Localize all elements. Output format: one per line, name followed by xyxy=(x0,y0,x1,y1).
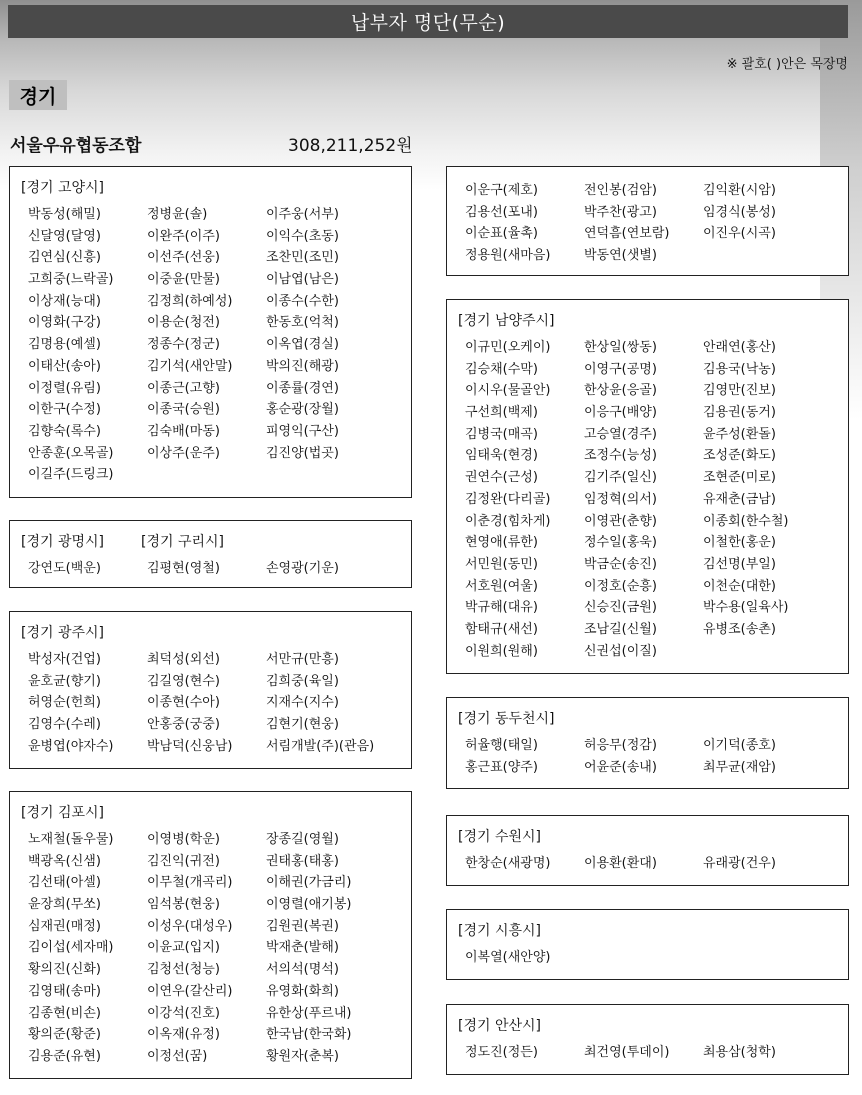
member-name: 정종수(정군) xyxy=(147,337,220,353)
member-name: 김영태(송마) xyxy=(28,983,101,999)
member-name: 이정호(순흥) xyxy=(584,578,657,594)
member-name: 연덕흠(연보람) xyxy=(584,226,670,242)
member-name: 이천순(대한) xyxy=(703,578,776,594)
member-name: 박동연(샛별) xyxy=(584,248,657,264)
member-name: 고승열(경주) xyxy=(584,426,657,442)
member-name: 서호원(여울) xyxy=(465,578,538,594)
name-list xyxy=(465,852,842,874)
member-name: 조현준(미로) xyxy=(703,470,776,486)
member-name: 이중윤(만물) xyxy=(147,272,220,288)
member-name: 이순표(율촉) xyxy=(465,226,538,242)
member-name: 신달영(달영) xyxy=(28,228,101,244)
member-name: 황의준(황준) xyxy=(28,1027,101,1043)
member-name: 김선명(부일) xyxy=(703,556,776,572)
member-name: 김용국(낙농) xyxy=(703,361,776,377)
member-name: 김향숙(록수) xyxy=(28,423,101,439)
member-name: 황원자(춘복) xyxy=(266,1048,339,1064)
member-name: 김숙배(마동) xyxy=(147,423,220,439)
member-name: 지재수(지수) xyxy=(266,695,339,711)
member-name: 김영수(수레) xyxy=(28,717,101,733)
member-name: 이선주(선웅) xyxy=(147,250,220,266)
box-header: [경기 광주시] xyxy=(21,625,104,641)
member-name: 최덕성(외선) xyxy=(147,652,220,667)
member-name: 이원희(원해) xyxy=(465,643,538,659)
siheung-box xyxy=(446,909,849,980)
member-name: 이운구(제호) xyxy=(465,183,538,198)
member-name: 권태홍(태홍) xyxy=(266,853,339,869)
member-name: 이익수(초동) xyxy=(266,228,339,244)
member-name: 임석봉(현웅) xyxy=(147,897,220,913)
member-name: 이옥엽(경실) xyxy=(266,337,339,353)
member-name: 이용순(청전) xyxy=(147,315,220,331)
dongducheon-box xyxy=(446,697,849,789)
box-header: [경기 동두천시] xyxy=(458,711,555,727)
box-header: [경기 안산시] xyxy=(458,1018,541,1034)
member-name: 유재춘(금남) xyxy=(703,491,776,507)
name-list xyxy=(28,828,405,1067)
member-name: 유한상(푸르내) xyxy=(266,1005,352,1021)
organization-name: 서울우유협동조합 xyxy=(10,136,142,156)
member-name: 신승진(금원) xyxy=(584,600,657,616)
member-name: 구선희(백제) xyxy=(465,405,538,421)
member-name: 노재철(돌우물) xyxy=(28,832,114,847)
member-name: 강연도(백운) xyxy=(28,561,101,576)
member-name: 김기석(새안말) xyxy=(147,358,233,374)
member-name: 권연수(근성) xyxy=(465,470,538,486)
member-name: 김희중(육일) xyxy=(266,673,339,689)
goyang-box xyxy=(9,166,412,498)
member-name: 박동성(해밀) xyxy=(28,207,101,222)
member-name: 최무균(재암) xyxy=(703,759,776,775)
member-name: 피영익(구산) xyxy=(266,423,339,439)
name-list xyxy=(28,557,405,579)
member-name: 이종국(승원) xyxy=(147,402,220,418)
member-name: 허율행(태일) xyxy=(465,738,538,753)
member-name: 김연심(신흥) xyxy=(28,250,101,266)
gimpo-continued-box xyxy=(446,166,849,276)
member-name: 한상윤(응골) xyxy=(584,383,657,399)
member-name: 안홍중(궁중) xyxy=(147,717,220,733)
member-name: 조정수(능성) xyxy=(584,448,657,464)
member-name: 유영화(화희) xyxy=(266,983,339,999)
member-name: 백광옥(신샘) xyxy=(28,853,101,869)
member-name: 이한구(수정) xyxy=(28,402,101,418)
member-name: 김병국(매곡) xyxy=(465,426,538,442)
member-name: 임경식(봉성) xyxy=(703,204,776,220)
member-name: 이영렬(애기봉) xyxy=(266,897,352,913)
member-name: 최용삼(청학) xyxy=(703,1045,776,1060)
member-name: 황의진(신화) xyxy=(28,962,101,978)
member-name: 김진양(법곳) xyxy=(266,445,339,461)
member-name: 유병조(송촌) xyxy=(703,621,776,637)
member-name: 조찬민(조민) xyxy=(266,250,339,266)
member-name: 박규해(대유) xyxy=(465,600,538,616)
member-name: 박남덕(신웅남) xyxy=(147,738,233,754)
member-name: 전인봉(검암) xyxy=(584,183,657,198)
region-tag: 경기 xyxy=(9,80,67,110)
member-name: 함태규(새선) xyxy=(465,621,538,637)
member-name: 이연우(갈산리) xyxy=(147,983,233,999)
member-name: 이해권(가금리) xyxy=(266,875,352,891)
member-name: 박금순(송진) xyxy=(584,556,657,572)
member-name: 정병윤(솔) xyxy=(147,207,208,222)
member-name: 이영화(구강) xyxy=(28,315,101,331)
member-name: 한동호(억척) xyxy=(266,315,339,331)
page-title: 납부자 명단(무순) xyxy=(8,5,848,38)
member-name: 윤주성(환돌) xyxy=(703,426,776,442)
member-name: 이완주(이주) xyxy=(147,228,220,244)
member-name: 이종근(고향) xyxy=(147,380,220,396)
member-name: 이규민(오케이) xyxy=(465,340,551,355)
member-name: 윤병엽(야자수) xyxy=(28,738,114,754)
member-name: 임태욱(현경) xyxy=(465,448,538,464)
member-name: 이철한(홍운) xyxy=(703,535,776,551)
member-name: 최건영(투데이) xyxy=(584,1045,670,1060)
member-name: 이종회(한수철) xyxy=(703,513,789,529)
member-name: 서림개발(주)(관음) xyxy=(266,738,375,754)
gwangju-box xyxy=(9,611,412,769)
member-name: 박성자(건업) xyxy=(28,652,101,667)
member-name: 윤장희(무쏘) xyxy=(28,897,101,913)
member-name: 이길주(드링크) xyxy=(28,467,114,483)
member-name: 어윤준(송내) xyxy=(584,759,657,775)
member-name: 정도진(정든) xyxy=(465,1045,538,1060)
name-list xyxy=(465,734,842,777)
member-name: 고희중(느락골) xyxy=(28,272,114,288)
member-name: 윤호균(향기) xyxy=(28,673,101,689)
member-name: 김길영(현수) xyxy=(147,673,220,689)
box-header: [경기 수원시] xyxy=(458,829,541,845)
member-name: 김진익(귀전) xyxy=(147,853,220,869)
member-name: 이옥재(유정) xyxy=(147,1027,220,1043)
member-name: 이상주(운주) xyxy=(147,445,220,461)
name-list xyxy=(465,336,842,661)
member-name: 홍근표(양주) xyxy=(465,759,538,775)
member-name: 이용환(환대) xyxy=(584,856,657,871)
member-name: 정용원(새마음) xyxy=(465,248,551,264)
member-name: 이상재(능대) xyxy=(28,293,101,309)
member-name: 조성준(화도) xyxy=(703,448,776,464)
member-name: 서민원(동민) xyxy=(465,556,538,572)
member-name: 이정렬(유림) xyxy=(28,380,101,396)
member-name: 김기주(일신) xyxy=(584,470,657,486)
member-name: 박의진(해광) xyxy=(266,358,339,374)
member-name: 정수일(홍욱) xyxy=(584,535,657,551)
member-name: 김용선(포내) xyxy=(465,204,538,220)
member-name: 이종률(경연) xyxy=(266,380,339,396)
member-name: 김이섭(세자매) xyxy=(28,940,114,956)
member-name: 이진우(시곡) xyxy=(703,226,776,242)
box-header: [경기 시흥시] xyxy=(458,923,541,939)
member-name: 이남엽(남은) xyxy=(266,272,339,288)
member-name: 이태산(송아) xyxy=(28,358,101,374)
parenthesis-note: ※ 괄호( )안은 목장명 xyxy=(726,57,848,72)
member-name: 임정혁(의서) xyxy=(584,491,657,507)
member-name: 안종훈(오목골) xyxy=(28,445,114,461)
suwon-box xyxy=(446,815,849,886)
box-header: [경기 남양주시] xyxy=(458,313,555,329)
member-name: 이주웅(서부) xyxy=(266,207,339,222)
box-header: [경기 광명시] xyxy=(21,534,104,550)
ansan-box xyxy=(446,1004,849,1075)
member-name: 김명용(예셀) xyxy=(28,337,101,353)
member-name: 이성우(대성우) xyxy=(147,918,233,934)
member-name: 이강석(진호) xyxy=(147,1005,220,1021)
member-name: 김용권(동거) xyxy=(703,405,776,421)
member-name: 현영애(류한) xyxy=(465,535,538,551)
member-name: 김종현(비손) xyxy=(28,1005,101,1021)
member-name: 허응무(정감) xyxy=(584,738,657,753)
name-list xyxy=(465,1041,842,1063)
gwangmyeong-guri-box xyxy=(9,520,412,588)
member-name: 홍순광(장월) xyxy=(266,402,339,418)
member-name: 한창순(새광명) xyxy=(465,856,551,871)
member-name: 유래광(건우) xyxy=(703,856,776,871)
member-name: 신권섭(이질) xyxy=(584,643,657,659)
member-name: 이정선(꿈) xyxy=(147,1048,208,1064)
member-name: 손영광(기운) xyxy=(266,561,339,576)
namyangju-box xyxy=(446,299,849,674)
member-name: 김선태(아셀) xyxy=(28,875,101,891)
member-name: 박재춘(발해) xyxy=(266,940,339,956)
member-name: 이기덕(종호) xyxy=(703,738,776,753)
member-name: 한상일(쌍동) xyxy=(584,340,657,355)
member-name: 김승채(수막) xyxy=(465,361,538,377)
member-name: 김현기(현웅) xyxy=(266,717,339,733)
box-header: [경기 고양시] xyxy=(21,180,104,196)
member-name: 김영만(진보) xyxy=(703,383,776,399)
member-name: 서의석(명석) xyxy=(266,962,339,978)
name-list xyxy=(465,179,842,266)
box-header-second: [경기 구리시] xyxy=(141,534,224,550)
member-name: 이영구(공명) xyxy=(584,361,657,377)
member-name: 이무철(개곡리) xyxy=(147,875,233,891)
member-name: 김정완(다리골) xyxy=(465,491,551,507)
member-name: 이응구(배양) xyxy=(584,405,657,421)
member-name: 심재권(매정) xyxy=(28,918,101,934)
member-name: 이영병(학운) xyxy=(147,832,220,847)
member-name: 이복열(새안양) xyxy=(465,950,551,965)
member-name: 안래연(홍산) xyxy=(703,340,776,355)
member-name: 김평현(영철) xyxy=(147,561,220,576)
organization-amount: 308,211,252원 xyxy=(288,136,413,156)
member-name: 김원권(복권) xyxy=(266,918,339,934)
member-name: 이종현(수아) xyxy=(147,695,220,711)
name-list xyxy=(28,203,405,485)
member-name: 이윤교(입지) xyxy=(147,940,220,956)
member-name: 박수용(일육사) xyxy=(703,600,789,616)
member-name: 장종길(영월) xyxy=(266,832,339,847)
member-name: 이영관(춘향) xyxy=(584,513,657,529)
member-name: 조남길(신월) xyxy=(584,621,657,637)
member-name: 서만규(만흥) xyxy=(266,652,339,667)
box-header: [경기 김포시] xyxy=(21,805,104,821)
member-name: 이종수(수한) xyxy=(266,293,339,309)
member-name: 김정희(하예성) xyxy=(147,293,233,309)
member-name: 박주찬(광고) xyxy=(584,204,657,220)
name-list xyxy=(465,946,842,968)
member-name: 허영순(헌희) xyxy=(28,695,101,711)
member-name: 김용준(유현) xyxy=(28,1048,101,1064)
member-name: 김청선(청능) xyxy=(147,962,220,978)
member-name: 김익환(시암) xyxy=(703,183,776,198)
member-name: 이춘경(힘차게) xyxy=(465,513,551,529)
member-name: 이시우(물골안) xyxy=(465,383,551,399)
name-list xyxy=(28,648,405,756)
member-name: 한국남(한국화) xyxy=(266,1027,352,1043)
gimpo-box xyxy=(9,791,412,1079)
